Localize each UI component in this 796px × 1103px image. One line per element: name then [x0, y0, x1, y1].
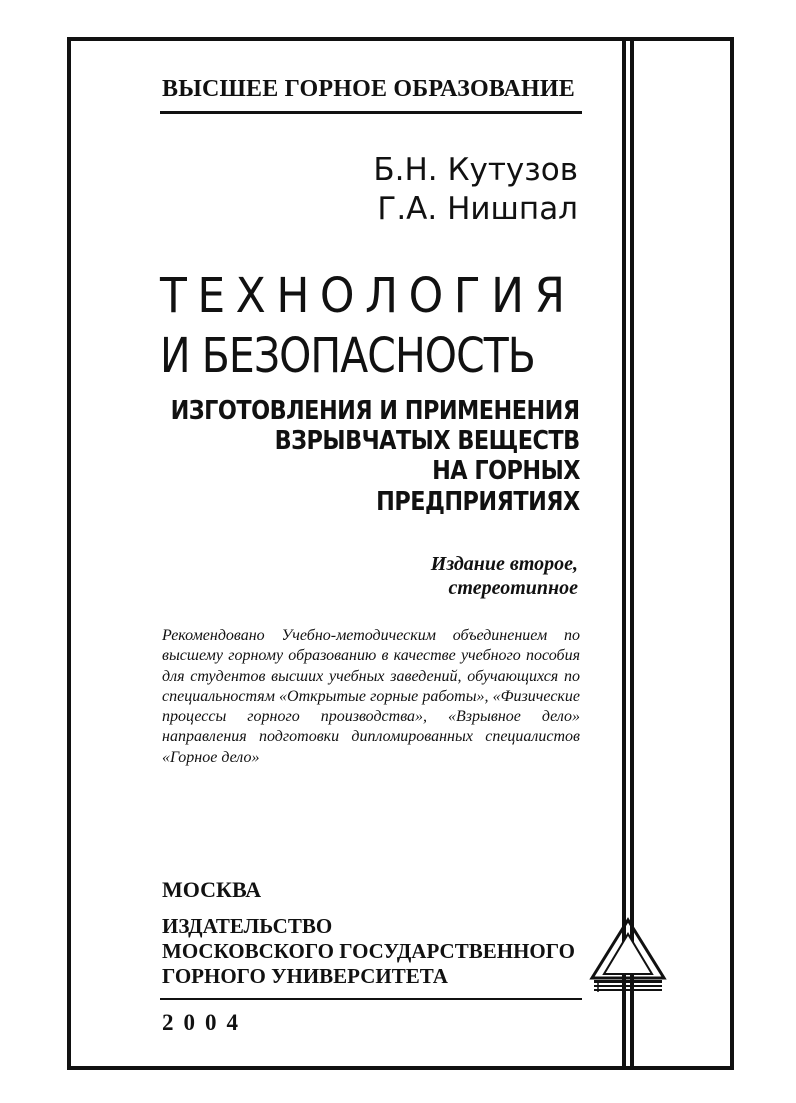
bottom-rule	[160, 998, 582, 1000]
edition-line-1: Издание второе,	[430, 553, 578, 575]
subtitle-line-3: НА ГОРНЫХ	[432, 456, 580, 486]
title-line-2: И БЕЗОПАСНОСТЬ	[160, 328, 535, 385]
subtitle-line-1: ИЗГОТОВЛЕНИЯ И ПРИМЕНЕНИЯ	[170, 396, 580, 426]
publisher-line-2: МОСКОВСКОГО ГОСУДАРСТВЕННОГО	[162, 939, 575, 963]
subtitle-line-2: ВЗРЫВЧАТЫХ ВЕЩЕСТВ	[274, 426, 580, 456]
publisher-name	[162, 914, 575, 989]
subtitle-line-4: ПРЕДПРИЯТИЯХ	[376, 487, 580, 517]
publisher-line-3: ГОРНОГО УНИВЕРСИТЕТА	[162, 964, 448, 988]
edition-line-2: стереотипное	[448, 577, 578, 599]
recommendation-text: Рекомендовано Учебно-методическим объединением по высшему горному образованию в качестве учебного пособия для студентов высших учебных заведений, обучающихся по специальностям «Открытые горные работы», «Физические процессы горного производства», «Взрывное дело» направления подготовки дипломированных специалистов «Горное дело»	[162, 627, 580, 766]
publication-year: 2004	[162, 1010, 248, 1035]
series-underline	[160, 111, 582, 114]
author-2: Г.А. Нишпал	[377, 191, 578, 227]
publisher-logo-icon	[588, 916, 668, 996]
city: МОСКВА	[162, 877, 262, 902]
series-title: ВЫСШЕЕ ГОРНОЕ ОБРАЗОВАНИЕ	[162, 76, 575, 102]
author-1: Б.Н. Кутузов	[373, 152, 578, 188]
title-line-1: ТЕХНОЛОГИЯ	[160, 268, 576, 325]
publisher-line-1: ИЗДАТЕЛЬСТВО	[162, 914, 333, 938]
